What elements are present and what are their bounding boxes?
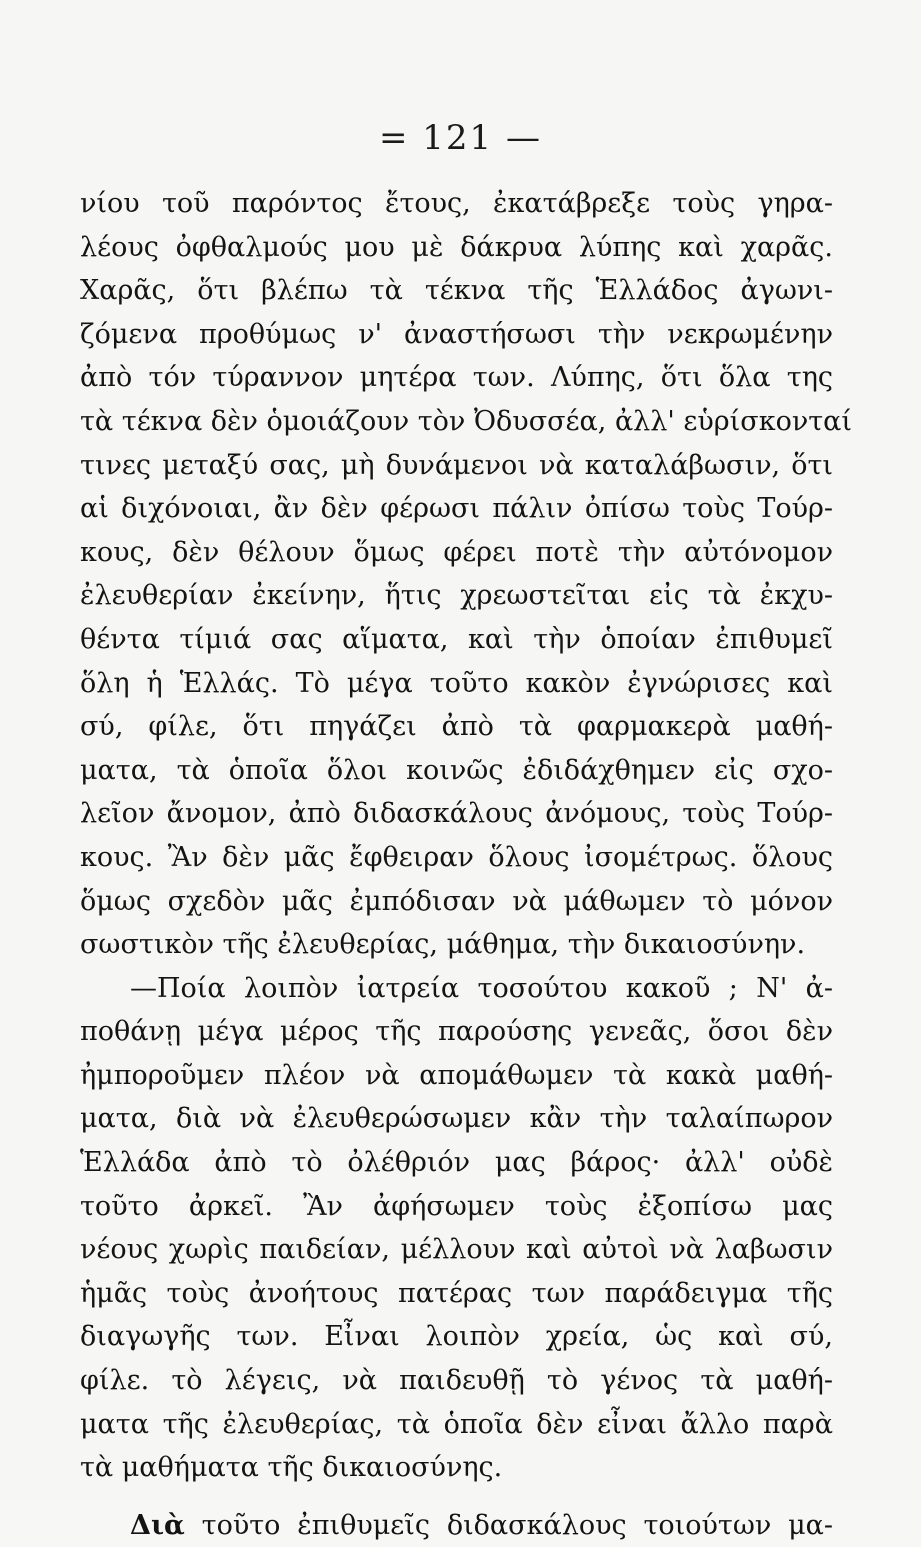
text-line: φίλε. τὸ λέγεις, νὰ παιδευθῇ τὸ γένος τὰ μαθή- — [80, 1365, 833, 1397]
text-line: ὅμως σχεδὸν μᾶς ἐμπόδισαν νὰ μάθωμεν τὸ μόνον — [80, 885, 833, 917]
text-line: ματα τῆς ἐλευθερίας, τὰ ὁποῖα δὲν εἶναι ἄλλο παρὰ — [80, 1408, 833, 1440]
text-line: ὅλη ἡ Ἑλλάς. Τὸ μέγα τοῦτο κακὸν ἐγνώρισες καὶ — [80, 667, 833, 699]
text-line: τινες μεταξύ σας, μὴ δυνάμενοι νὰ καταλάβωσιν, ὅτι — [80, 449, 833, 481]
text-line: Ἑλλάδα ἀπὸ τὸ ὀλέθριόν μας βάρος· ἀλλ' οὐδὲ — [80, 1147, 833, 1179]
text-line: ματα, διὰ νὰ ἐλευθερώσωμεν κἂν τὴν ταλαίπωρον — [80, 1103, 833, 1135]
text-line: ποθάνῃ μέγα μέρος τῆς παρούσης γενεᾶς, ὅσοι δὲν — [80, 1016, 833, 1048]
text-line: θέντα τίμιά σας αἵματα, καὶ τὴν ὁποίαν ἐπιθυμεῖ — [80, 623, 833, 655]
text-line: τὰ τέκνα δὲν ὁμοιάζουν τὸν Ὀδυσσέα, ἀλλ' εὑρίσκονταί — [80, 405, 852, 437]
text-line: λεῖον ἄνομον, ἀπὸ διδασκάλους ἀνόμους, τοὺς Τούρ- — [80, 798, 833, 830]
text-line: Χαρᾶς, ὅτι βλέπω τὰ τέκνα τῆς Ἑλλάδος ἀγωνι- — [80, 275, 833, 307]
text-line: αἱ διχόνοιαι, ἂν δὲν φέρωσι πάλιν ὀπίσω τοὺς Τούρ- — [80, 493, 833, 525]
text-line: —Ποία λοιπὸν ἰατρεία τοσούτου κακοῦ ; Ν' ἀ- — [130, 972, 833, 1004]
text-line: ζόμενα προθύμως ν' ἀναστήσωσι τὴν νεκρωμένην — [80, 318, 833, 350]
text-line: κους. Ἂν δὲν μᾶς ἔφθειραν ὅλους ἰσομέτρως. ὅλους — [80, 841, 833, 873]
text-line: νίου τοῦ παρόντος ἔτους, ἐκατάβρεξε τοὺς γηρα- — [80, 188, 833, 219]
paragraph-first-line — [80, 1504, 833, 1547]
text-line: σωστικὸν τῆς ἐλευθερίας, μάθημα, τὴν δικαιοσύνην. — [80, 929, 806, 961]
text-line: σύ, φίλε, ὅτι πηγάζει ἀπὸ τὰ φαρμακερὰ μαθή- — [80, 711, 833, 743]
text-line: τοῦτο ἀρκεῖ. Ἂν ἀφήσωμεν τοὺς ἐξοπίσω μας — [80, 1190, 833, 1222]
text-line: ἐλευθερίαν ἐκείνην, ἥτις χρεωστεῖται εἰς τὰ ἐκχυ- — [80, 580, 833, 612]
text-line: κους, δὲν θέλουν ὅμως φέρει ποτὲ τὴν αὐτόνομον — [80, 536, 833, 568]
text-line: ἀπὸ τόν τύραννον μητέρα των. Λύπης, ὅτι ὅλα της — [80, 362, 833, 394]
text-line: νέους χωρὶς παιδείαν, μέλλουν καὶ αὐτοὶ νὰ λαβωσιν — [80, 1234, 833, 1266]
text-line: λέους ὀφθαλμούς μου μὲ δάκρυα λύπης καὶ χαρᾶς. — [80, 231, 833, 263]
paragraph-lead-rest: τοῦτο ἐπιθυμεῖς διδασκάλους τοιούτων μα- — [201, 1509, 833, 1541]
text-line: ἡμᾶς τοὺς ἀνοήτους πατέρας των παράδειγμα τῆς — [80, 1277, 833, 1309]
text-line: ματα, τὰ ὁποῖα ὅλοι κοινῶς ἐδιδάχθημεν εἰς σχο- — [80, 754, 833, 786]
body-text — [80, 182, 852, 1547]
text-line: ἠμποροῦμεν πλέον νὰ απομάθωμεν τὰ κακὰ μαθή- — [80, 1059, 833, 1091]
text-line: τὰ μαθήματα τῆς δικαιοσύνης. — [80, 1452, 503, 1484]
text-line: διαγωγῆς των. Εἶναι λοιπὸν χρεία, ὡς καὶ σύ, — [80, 1321, 833, 1353]
page-number: = 121 — — [379, 118, 542, 158]
paragraph-lead-word: Διὰ — [130, 1509, 185, 1541]
